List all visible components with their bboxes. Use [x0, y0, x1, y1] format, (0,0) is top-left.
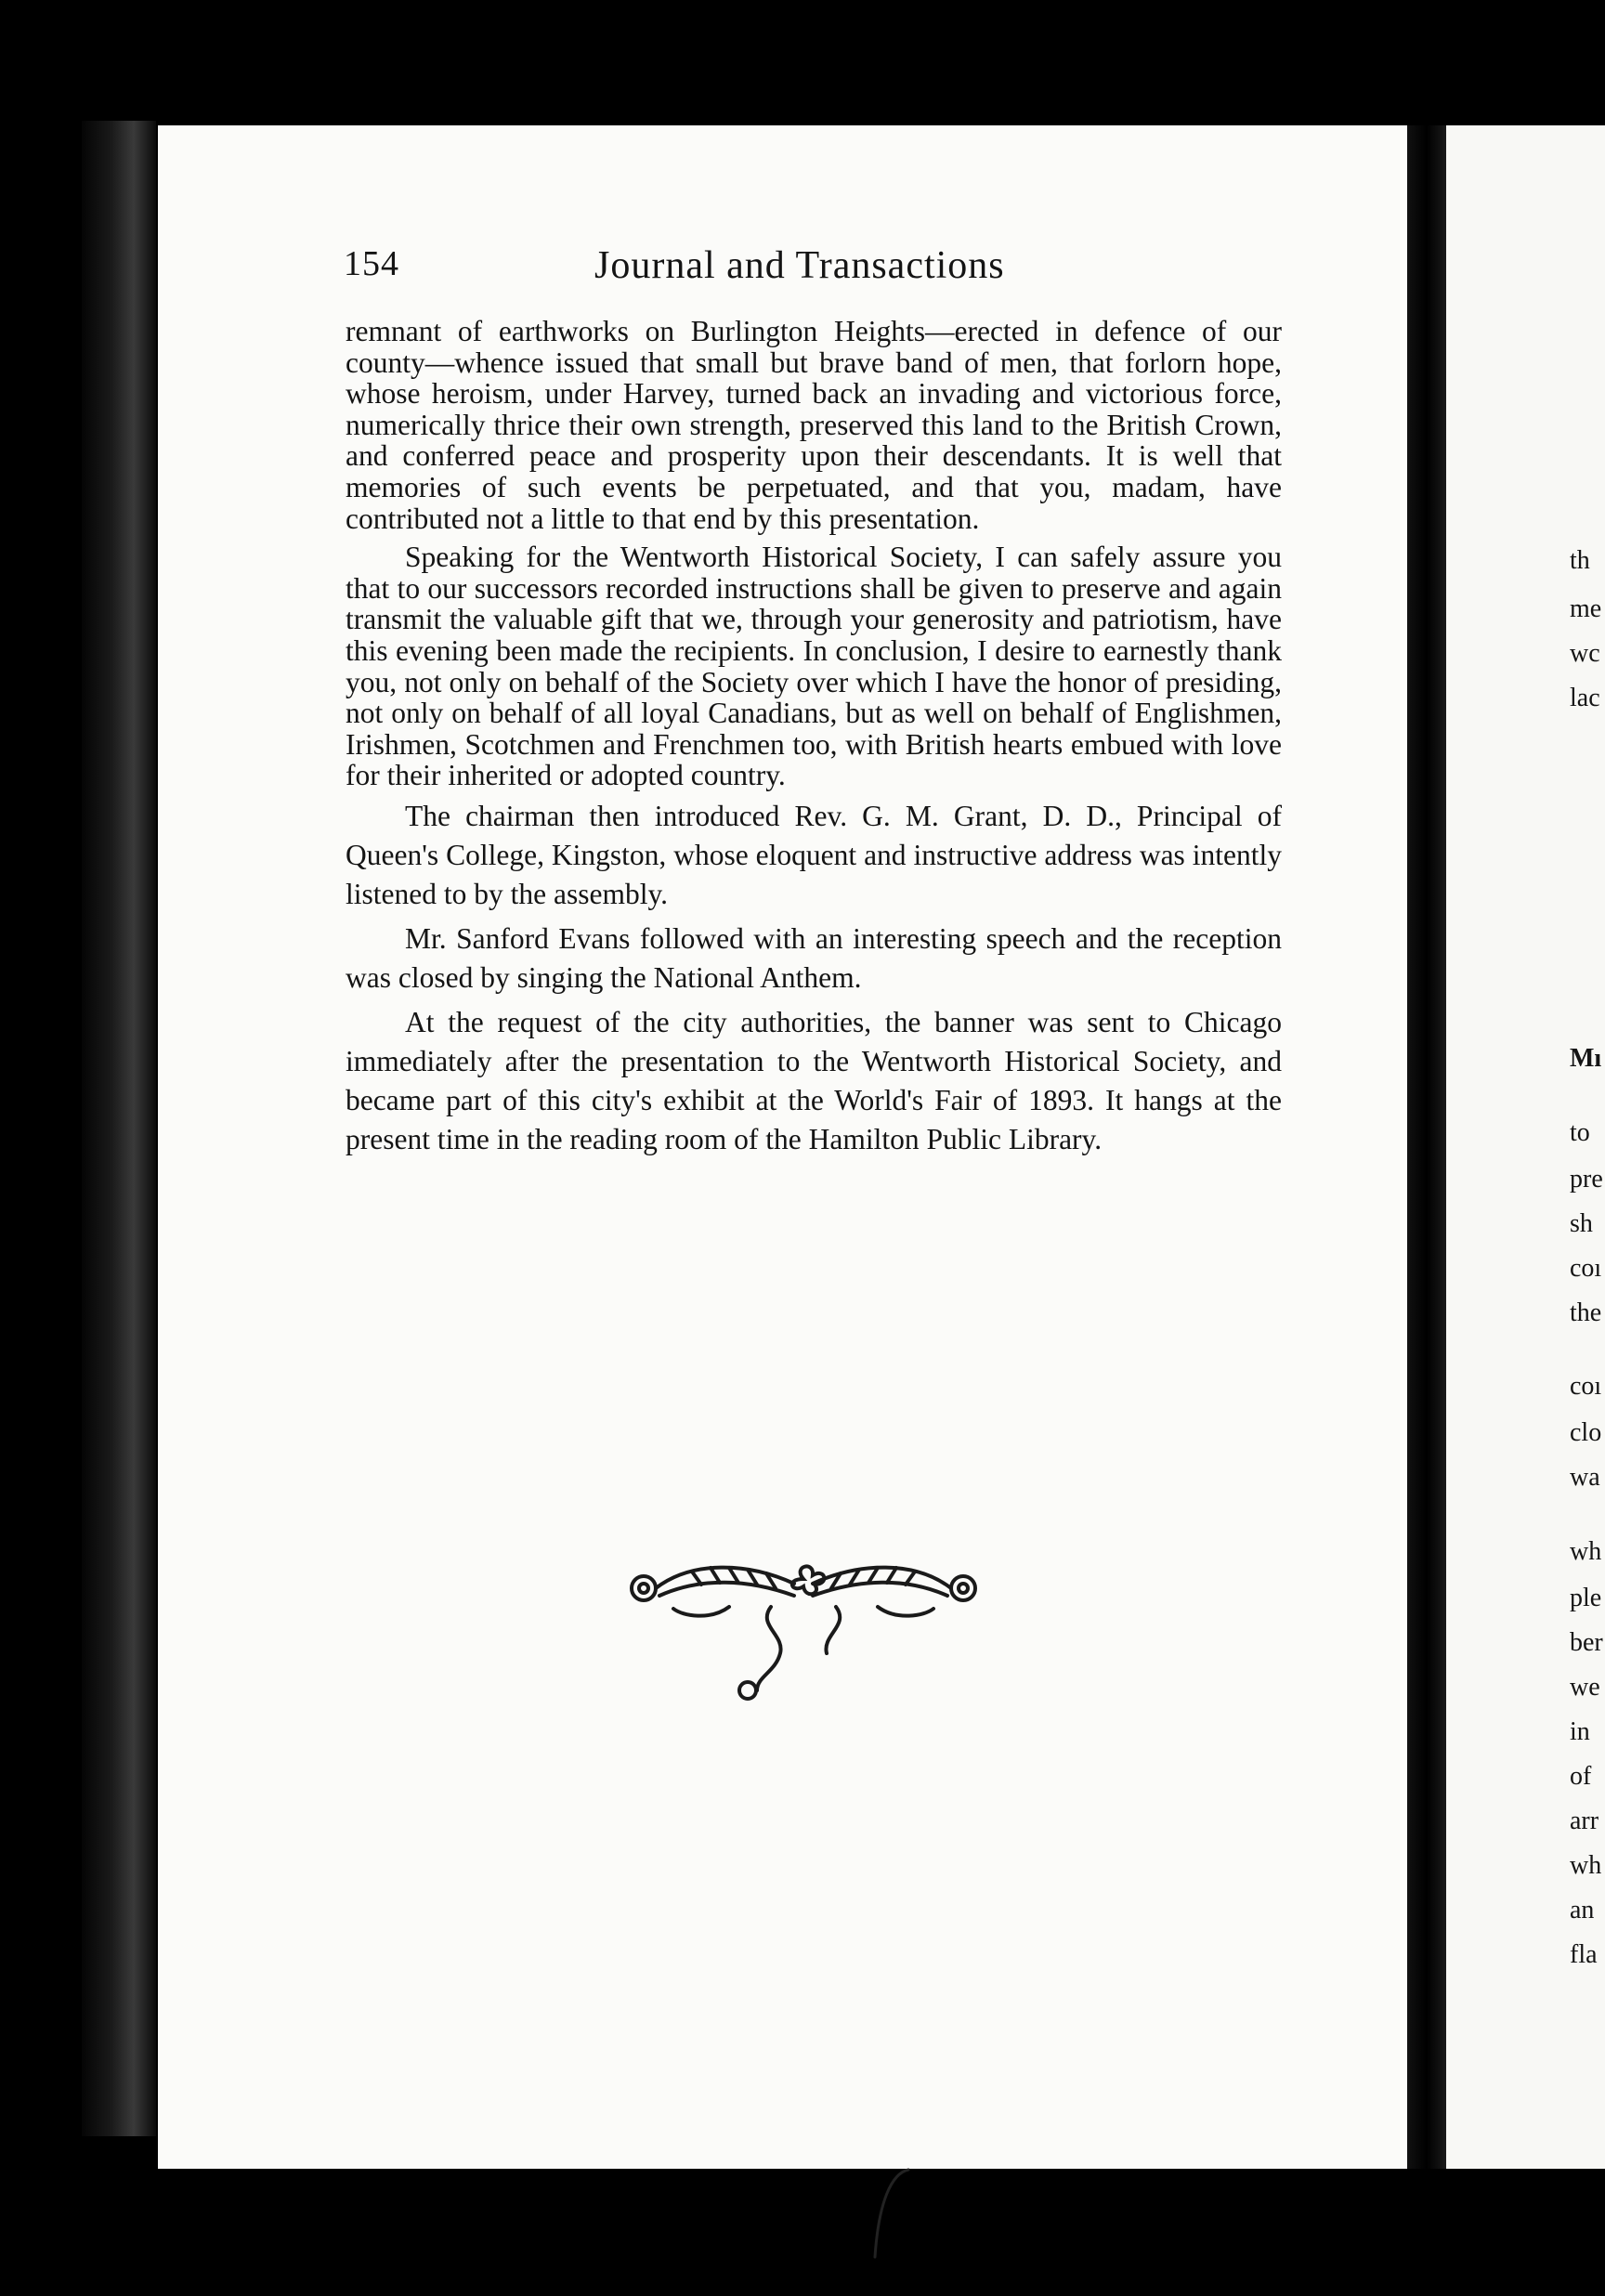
adjacent-page-fragment: wh: [1570, 1851, 1602, 1880]
adjacent-page-fragment: coı: [1570, 1372, 1602, 1401]
paragraph: The chairman then introduced Rev. G. M. Grant, D. D., Principal of Queen's College, Kingston, whose eloquent and instructive address was intently listened to by the assembly.: [346, 799, 1282, 910]
page-number: 154: [344, 244, 399, 283]
adjacent-page-fragment: the: [1570, 1298, 1602, 1327]
scroll-flourish-ornament-icon: [618, 1551, 989, 1718]
adjacent-page-fragment: ple: [1570, 1584, 1602, 1612]
paragraph: Speaking for the Wentworth Historical Society, I can safely assure you that to our successors recorded instructions shall be given to preserve and again transmit the valuable gift that we, through your generosity and patriotism, have this evening been made the recipients. In conclusion, I desire to earnestly thank you, not only on behalf of the Society over which I have the honor of presiding, not only on behalf of all loyal Canadians, but as well on behalf of Englishmen, Irishmen, Scotchmen and Frenchmen too, with British hearts embued with love for their inherited or adopted country.: [346, 541, 1282, 792]
paragraph: At the request of the city authorities, the banner was sent to Chicago immediately after the presentation to the Wentworth Historical Society, and became part of this city's exhibit at the World's Fair of 1893. It hangs at the present time in the reading room of the Hamilton Public Library.: [346, 1005, 1282, 1155]
adjacent-page-fragment: me: [1570, 594, 1602, 623]
adjacent-page-fragment: to: [1570, 1118, 1590, 1147]
adjacent-page-fragment: of: [1570, 1762, 1592, 1791]
adjacent-page-fragment: th: [1570, 546, 1590, 575]
adjacent-page-fragment: coı: [1570, 1254, 1602, 1283]
page-header-title: Journal and Transactions: [594, 244, 1005, 287]
running-head: [344, 243, 1328, 299]
paragraph-continued: remnant of earthworks on Burlington Heights—erected in defence of our county—whence issued that small but brave band of men, that forlorn hope, whose heroism, under Harvey, turned back an invading and victorious force, numerically thrice their own strength, preserved this land to the British Crown, and conferred peace and prosperity upon their descendants. It is well that memories of such events be perpetuated, and that you, madam, have contributed not a little to that end by this presentation.: [346, 315, 1282, 535]
adjacent-page-fragment: we: [1570, 1673, 1600, 1702]
adjacent-page-fragment: Mı: [1570, 1044, 1602, 1073]
adjacent-page-fragment: ber: [1570, 1628, 1603, 1657]
adjacent-page-fragment: sh: [1570, 1209, 1593, 1238]
body-text: [346, 316, 1282, 1159]
adjacent-page-fragment: an: [1570, 1896, 1595, 1924]
pen-mark-icon: [864, 2164, 920, 2266]
book-spine-edge: [82, 121, 156, 2136]
paragraph: Mr. Sanford Evans followed with an interesting speech and the reception was closed by singing the National Anthem.: [346, 921, 1282, 994]
adjacent-page-fragment: pre: [1570, 1165, 1603, 1194]
adjacent-page-fragment: in: [1570, 1717, 1590, 1746]
adjacent-page-fragment: arr: [1570, 1807, 1599, 1835]
book-gutter: [1407, 125, 1446, 2169]
adjacent-page-fragment: clo: [1570, 1418, 1602, 1447]
adjacent-page-fragment: wa: [1570, 1463, 1600, 1492]
adjacent-page-fragment: lac: [1570, 684, 1600, 712]
adjacent-page-fragment: wh: [1570, 1537, 1602, 1566]
adjacent-page-fragment: wc: [1570, 639, 1600, 668]
adjacent-page-fragment: fla: [1570, 1940, 1598, 1969]
